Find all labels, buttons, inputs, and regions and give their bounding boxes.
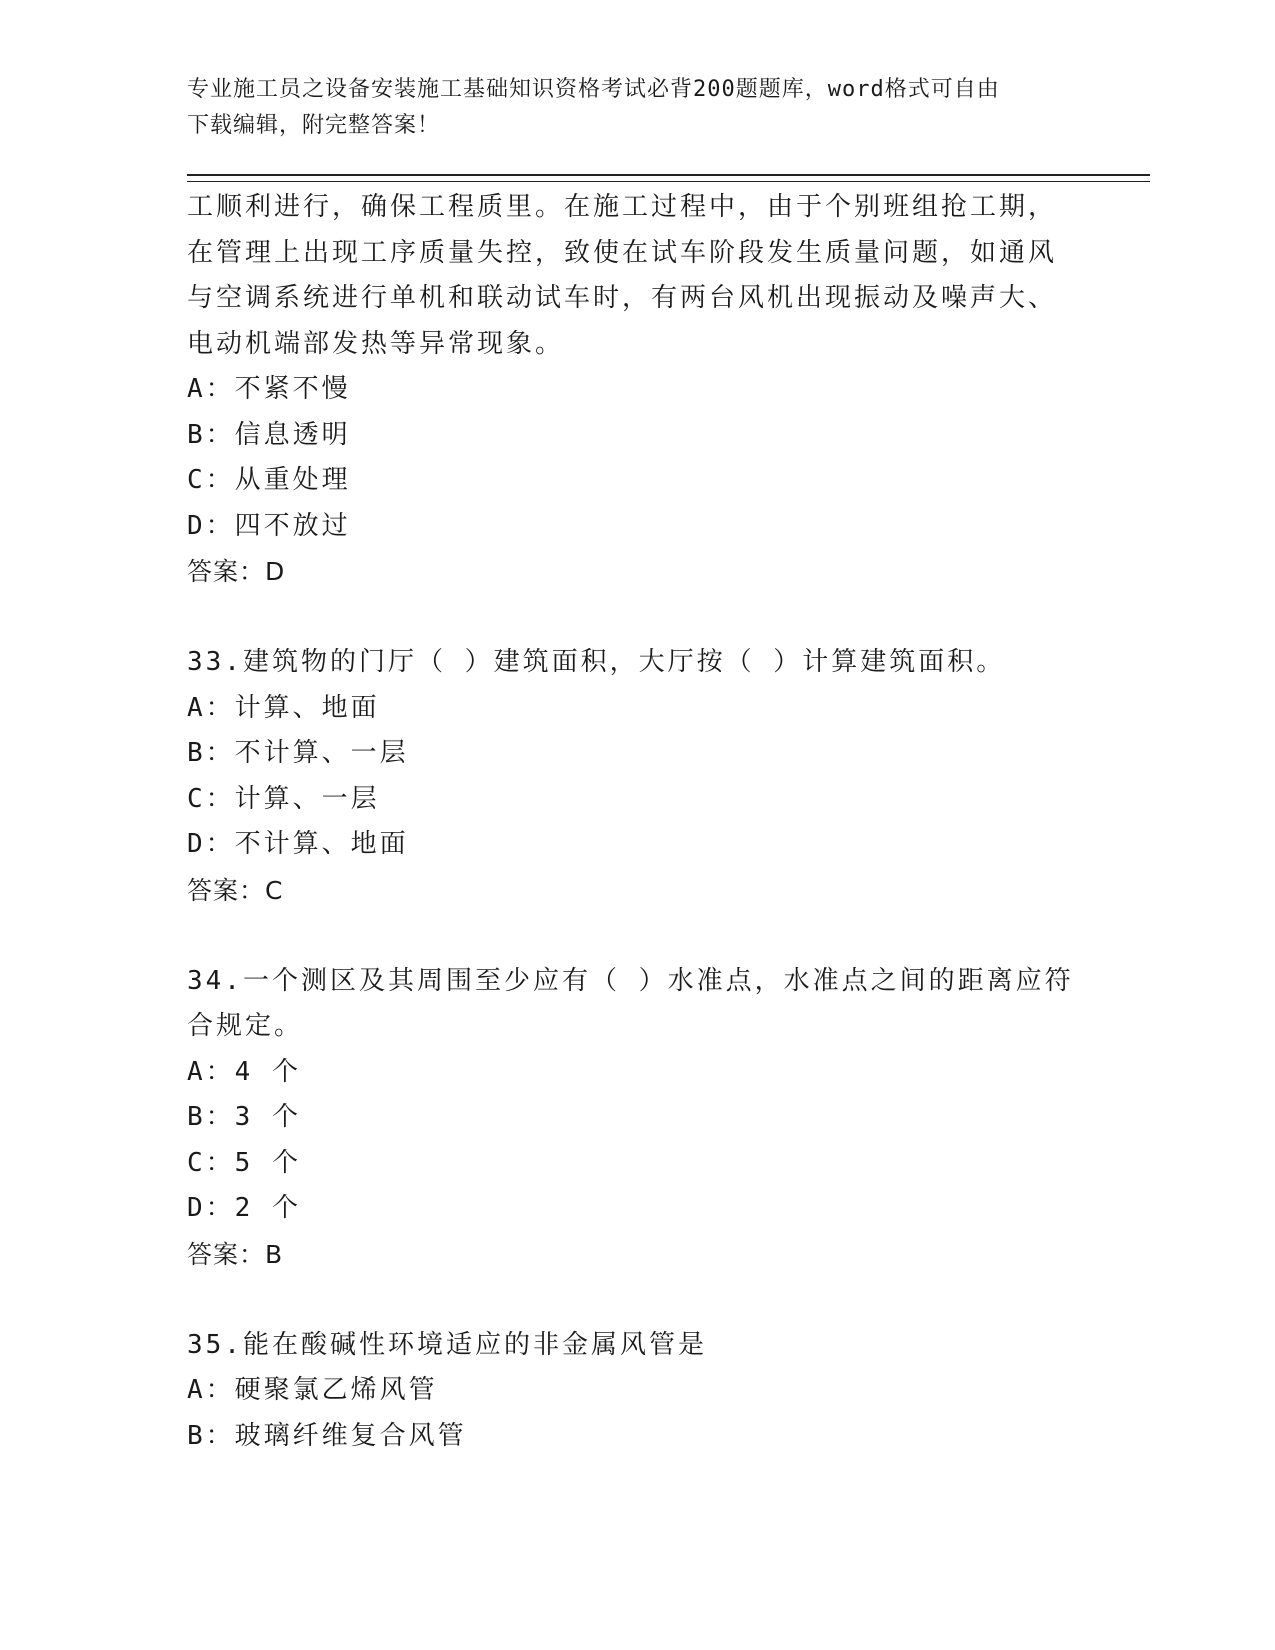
page-header — [187, 72, 1067, 144]
question-stem-line: 35.能在酸碱性环境适应的非金属风管是 — [187, 1329, 707, 1360]
question-33 — [187, 640, 1087, 913]
question-list — [187, 185, 1087, 1459]
option-b: B：玻璃纤维复合风管 — [187, 1420, 467, 1451]
answer-label: 答案：B — [187, 1239, 284, 1269]
option-a: A：4 个 — [187, 1056, 301, 1087]
question-stem-line: 在管理上出现工序质量失控，致使在试车阶段发生质量问题，如通风 — [187, 237, 1058, 268]
option-c: C：从重处理 — [187, 465, 351, 495]
question-stem-line: 工顺利进行，确保工程质里。在施工过程中，由于个别班组抢工期， — [187, 192, 1058, 222]
answer-label: 答案：D — [187, 557, 286, 586]
question-34 — [187, 959, 1087, 1278]
question-stem-line: 33.建筑物的门厅（ ）建筑面积，大厅按（ ）计算建筑面积。 — [187, 647, 1006, 677]
header-divider — [187, 174, 1150, 182]
option-b: B：3 个 — [187, 1102, 301, 1132]
header-title-line-1: 专业施工员之设备安装施工基础知识资格考试必背200题题库，word格式可自由 — [187, 77, 1000, 102]
option-b: B：不计算、一层 — [187, 738, 409, 768]
option-c: C：5 个 — [187, 1147, 301, 1178]
header-title-line-2: 下载编辑，附完整答案！ — [187, 113, 441, 138]
question-32-continued — [187, 185, 1087, 595]
question-35 — [187, 1323, 1087, 1460]
option-d: D：四不放过 — [187, 510, 351, 541]
question-stem-line: 与空调系统进行单机和联动试车时，有两台风机出现振动及噪声大、 — [187, 283, 1058, 313]
question-stem-line: 合规定。 — [187, 1011, 304, 1041]
question-stem-line: 34.一个测区及其周围至少应有（ ）水准点，水准点之间的距离应符 — [187, 965, 1074, 996]
option-b: B：信息透明 — [187, 419, 351, 450]
answer-label: 答案：C — [187, 875, 284, 905]
question-stem-line: 电动机端部发热等异常现象。 — [187, 328, 565, 359]
option-a: A：硬聚氯乙烯风管 — [187, 1375, 438, 1405]
option-d: D：不计算、地面 — [187, 829, 409, 859]
option-c: C：计算、一层 — [187, 783, 380, 814]
option-a: A：计算、地面 — [187, 692, 380, 723]
option-d: D：2 个 — [187, 1193, 301, 1223]
option-a: A：不紧不慢 — [187, 374, 351, 404]
